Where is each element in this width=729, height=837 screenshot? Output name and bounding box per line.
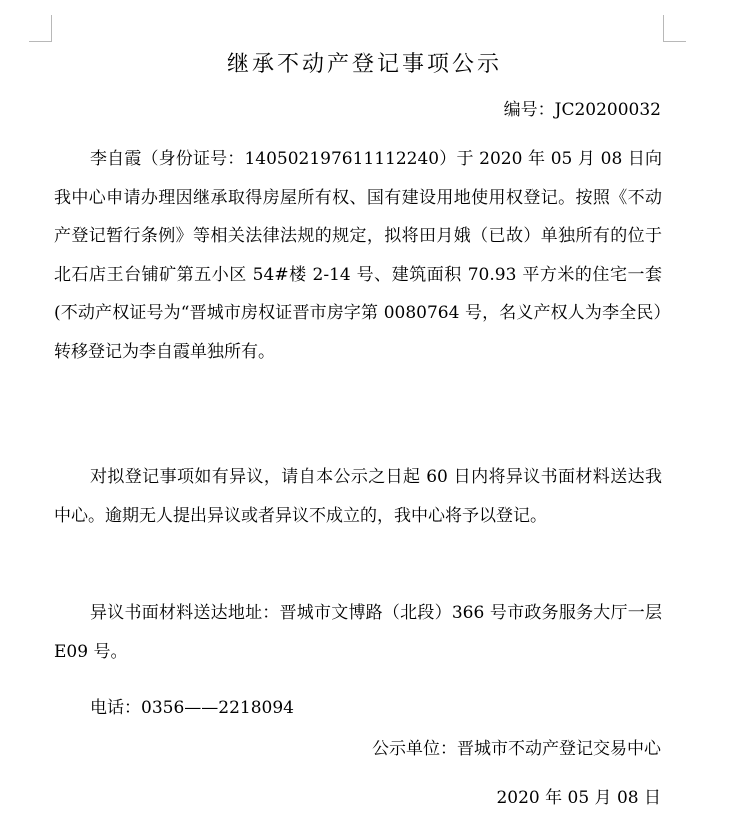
notice-date: 2020 年 05 月 08 日 <box>496 788 661 808</box>
document-number: 编号：JC20200032 <box>503 100 661 120</box>
paragraph-application: 李自霞（身份证号：140502197611112240）于 2020 年 05 月 08 日向我中心申请办理因继承取得房屋所有权、国有建设用地使用权登记。按照《不动产登记暂行条例》等相关法律法规的规定，拟将田月娥（已故）单独所有的位于北石店王台铺矿第五小区 54#楼 2-14 号、建筑面积 70.93 平方米的住宅一套(不动产权证号为“晋城市房权证晋市房字第 0080764 号，名义产权人为李全民）转移登记为李自霞单独所有。 <box>54 149 662 362</box>
paragraph-phone: 电话：0356——2218094 <box>90 698 294 718</box>
document-title: 继承不动产登记事项公示 <box>226 52 502 77</box>
paragraph-objection-notice: 对拟登记事项如有异议，请自本公示之日起 60 日内将异议书面材料送达我中心。逾期无人提出异议或者异议不成立的，我中心将予以登记。 <box>54 467 662 526</box>
issuing-organization: 公示单位：晋城市不动产登记交易中心 <box>372 739 661 759</box>
paragraph-objection-address: 异议书面材料送达地址：晋城市文博路（北段）366 号市政务服务大厅一层 E09 号。 <box>54 603 662 662</box>
page-corner-mark-top-right <box>663 15 686 42</box>
page-corner-mark-top-left <box>29 15 52 42</box>
